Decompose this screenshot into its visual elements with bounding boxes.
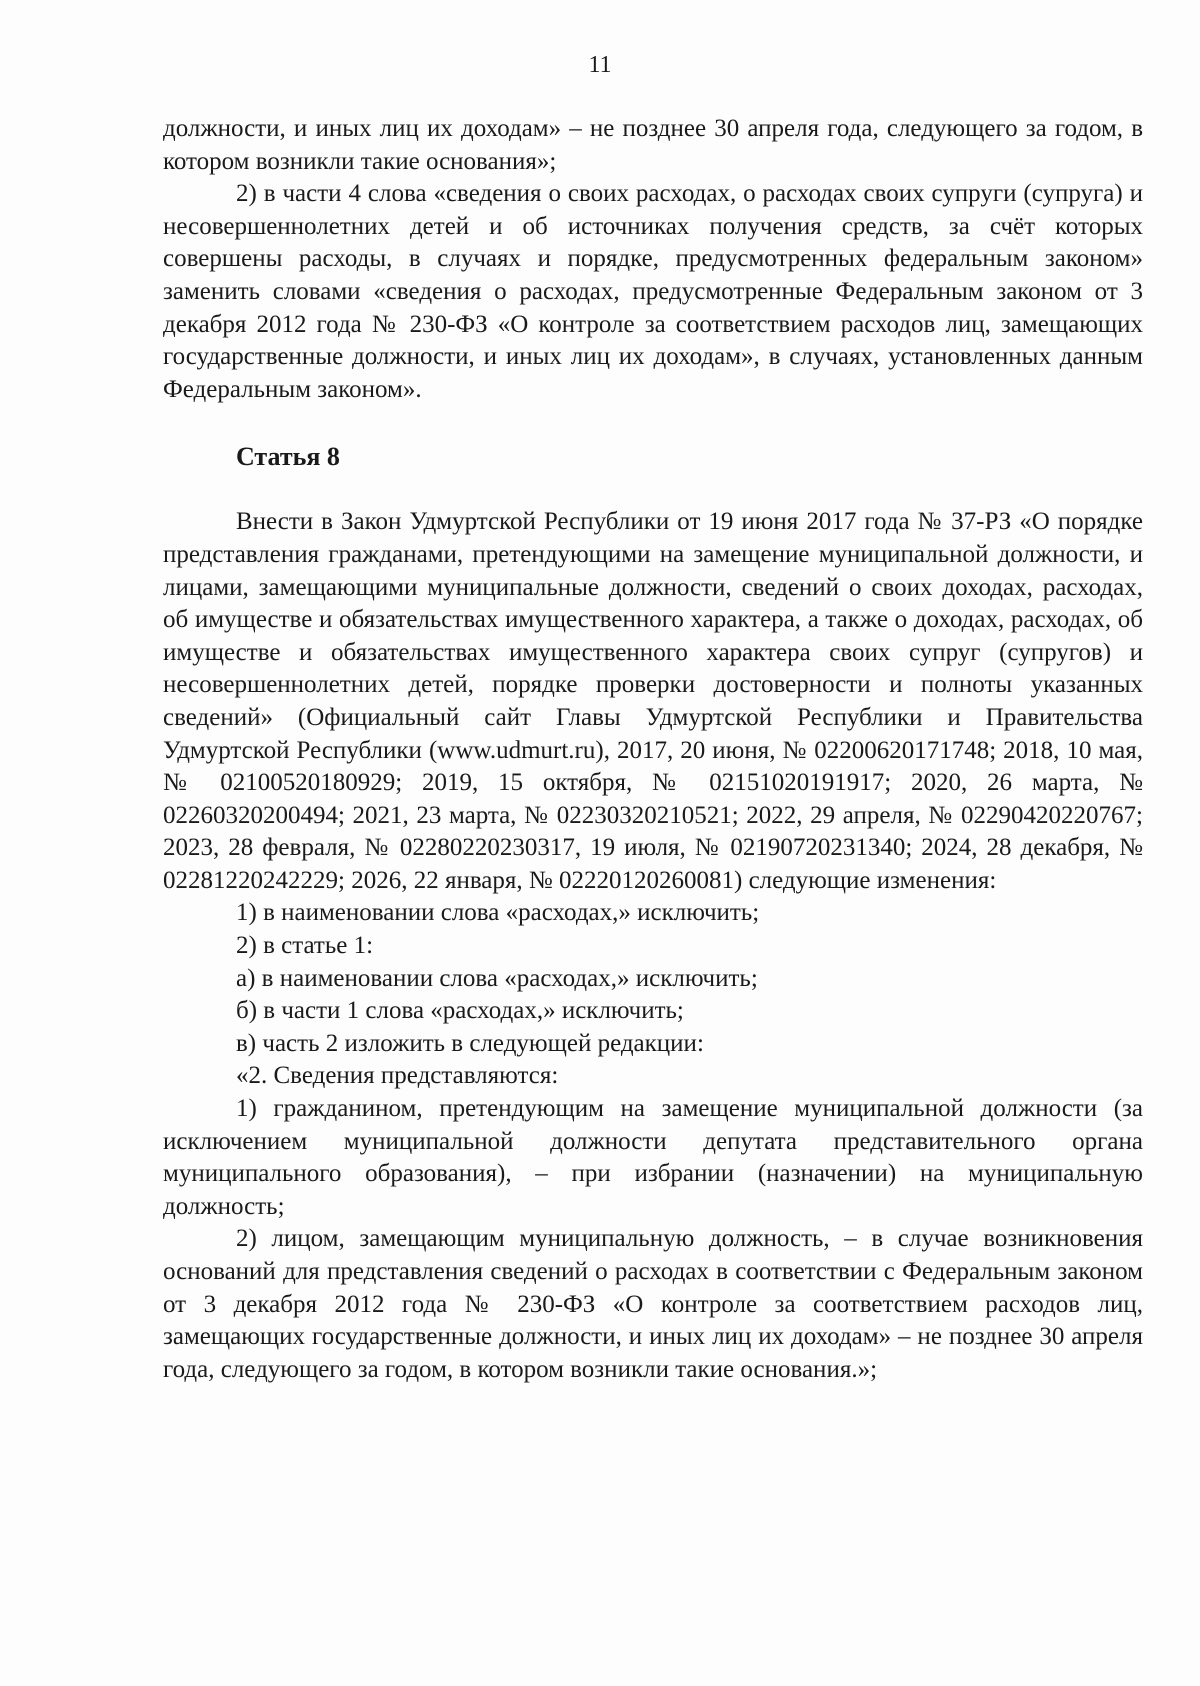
list-item: в) часть 2 изложить в следующей редакции: bbox=[236, 1029, 704, 1057]
list-item: 1) гражданином, претендующим на замещение муниципальной должности (за исключением муниципальной должности депутата представительного органа муниципального образования), – при избрании (назначении) на муниципальную должность; bbox=[163, 1095, 1143, 1220]
paragraph: должности, и иных лиц их доходам» – не позднее 30 апреля года, следующего за годом, в котором возникли такие основания»; bbox=[163, 115, 1143, 175]
list-item: «2. Сведения представляются: bbox=[236, 1062, 559, 1090]
page-number: 11 bbox=[588, 52, 612, 78]
list-item: 2) в статье 1: bbox=[236, 932, 374, 960]
paragraph: Внести в Закон Удмуртской Республики от 19 июня 2017 года № 37-РЗ «О порядке представления гражданами, претендующими на замещение муниципальной должности, и лицами, замещающими муниципальные должности, сведений о своих доходах, расходах, об имуществе и обязательствах имущественного характера, а также о доходах, расходах, об имуществе и обязательствах имущественного характера своих супруг (супругов) и несовершеннолетних детей, порядке проверки достоверности и полноты указанных сведений» (Официальный сайт Главы Удмуртской Республики и Правительства Удмуртской Республики (www.udmurt.ru), 2017, 20 июня, № 02200620171748; 2018, 10 мая, № 02100520180929; 2019, 15 октября, № 02151020191917; 2020, 26 марта, № 02260320200494; 2021, 23 марта, № 02230320210521; 2022, 29 апреля, № 02290420220767; 2023, 28 февраля, № 02280220230317, 19 июля, № 02190720231340; 2024, 28 декабря, № 02281220242229; 2026, 22 января, № 02220120260081) следующие изменения: bbox=[163, 508, 1143, 894]
list-item: 2) лицом, замещающим муниципальную должность, – в случае возникновения оснований для представления сведений о расходах в соответствии с Федеральным законом от 3 декабря 2012 года № 230-ФЗ «О контроле за соответствием расходов лиц, замещающих государственные должности, и иных лиц их доходам» – не позднее 30 апреля года, следующего за годом, в котором возникли такие основания.»; bbox=[163, 1225, 1143, 1383]
document-body bbox=[163, 113, 1143, 1386]
paragraph: 2) в части 4 слова «сведения о своих расходах, о расходах своих супруги (супруга) и несовершеннолетних детей и об источниках получения средств, за счёт которых совершены расходы, в случаях и порядке, предусмотренных федеральным законом» заменить словами «сведения о расходах, предусмотренные Федеральным законом от 3 декабря 2012 года № 230-ФЗ «О контроле за соответствием расходов лиц, замещающих государственные должности, и иных лиц их доходам», в случаях, установленных данным Федеральным законом». bbox=[163, 180, 1143, 403]
article-heading: Статья 8 bbox=[236, 442, 340, 472]
list-item: б) в части 1 слова «расходах,» исключить; bbox=[236, 997, 684, 1025]
list-item: 1) в наименовании слова «расходах,» исключить; bbox=[236, 899, 760, 927]
list-item: а) в наименовании слова «расходах,» исключить; bbox=[236, 964, 758, 992]
